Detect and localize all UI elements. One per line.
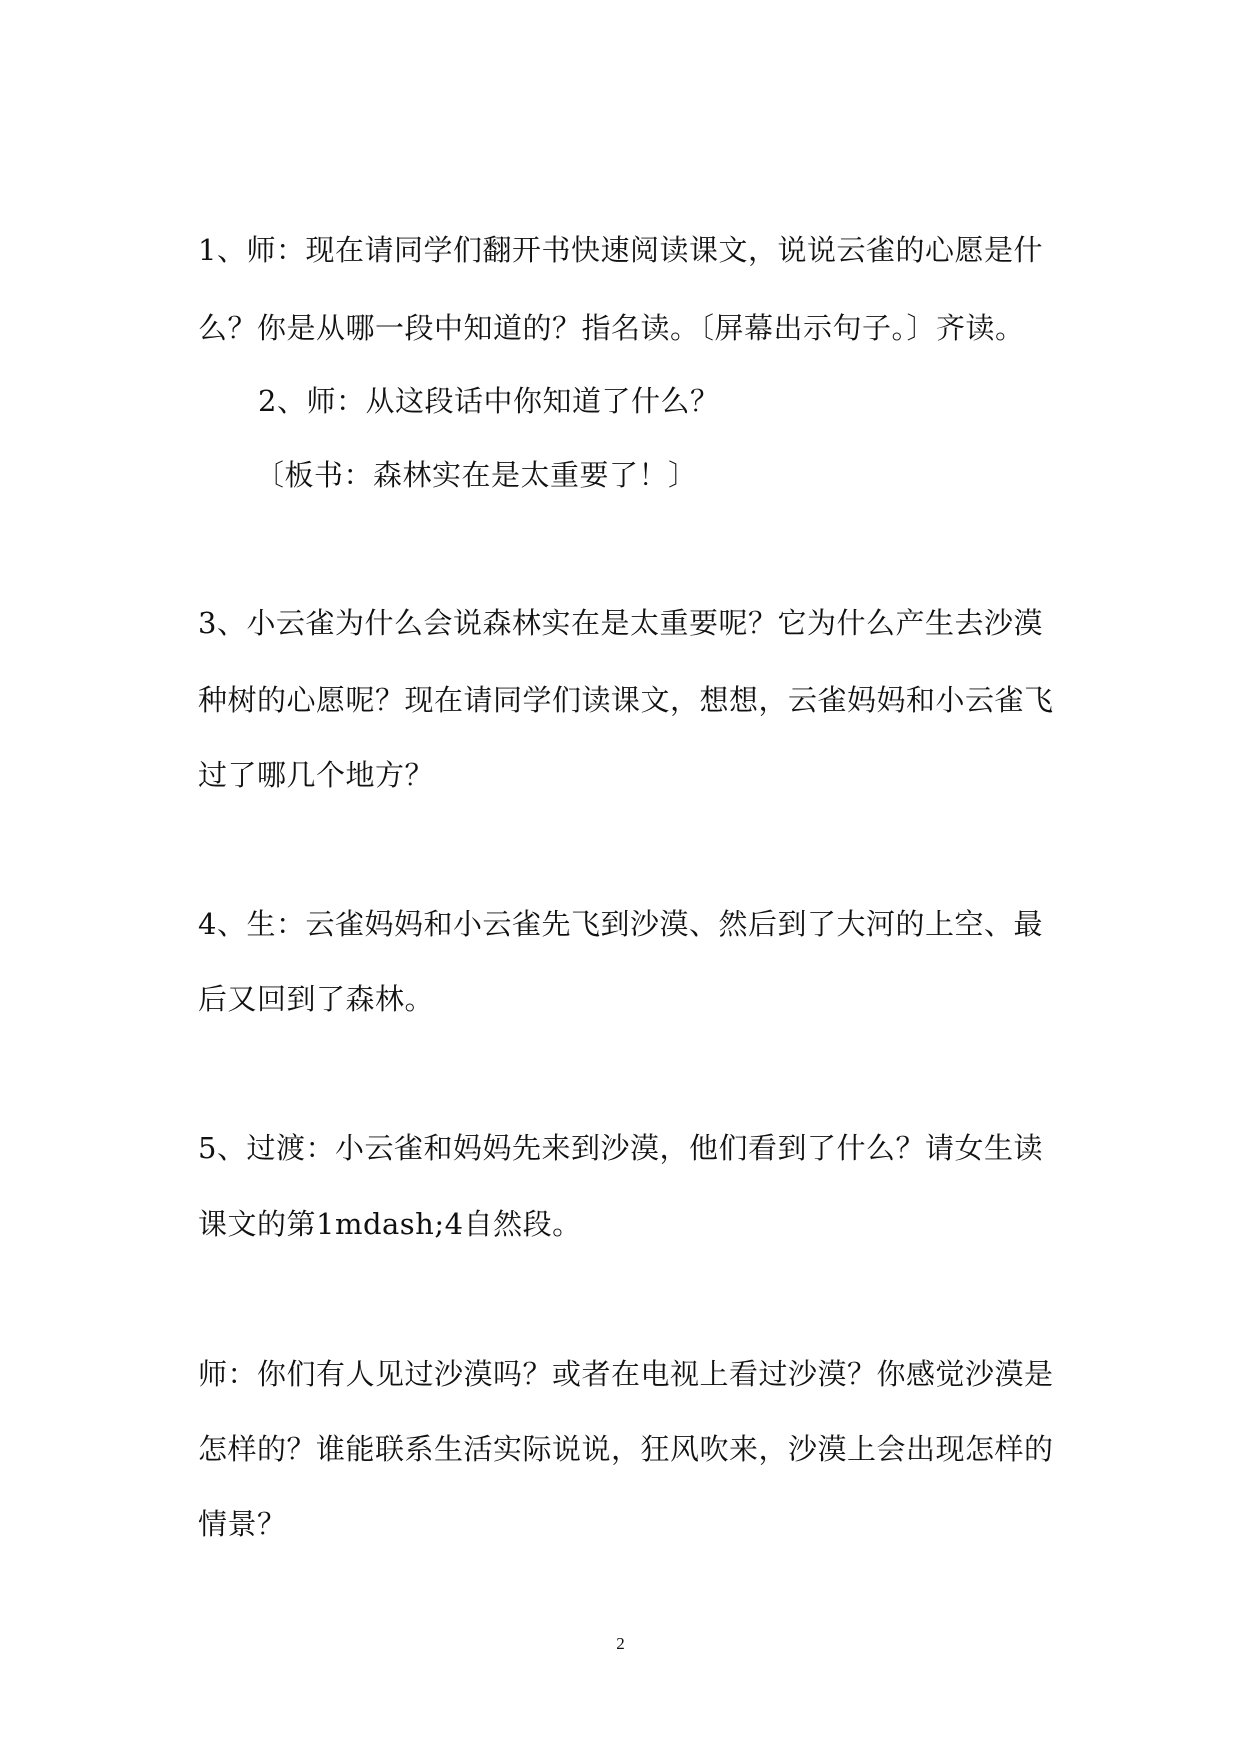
paragraph-6-line-1: 师：你们有人见过沙漠吗？或者在电视上看过沙漠？你感觉沙漠是 (198, 1357, 1054, 1391)
paragraph-5-line-1: 5、过渡：小云雀和妈妈先来到沙漠，他们看到了什么？请女生读 (198, 1131, 1043, 1165)
paragraph-2-line-1: 2、师：从这段话中你知道了什么？ (258, 384, 720, 418)
blackboard-note: 〔板书：森林实在是太重要了！〕 (255, 458, 698, 492)
paragraph-1-line-1: 1、师：现在请同学们翻开书快速阅读课文，说说云雀的心愿是什 (198, 233, 1043, 267)
paragraph-3-line-1: 3、小云雀为什么会说森林实在是太重要呢？它为什么产生去沙漠 (198, 606, 1043, 640)
paragraph-6-line-2: 怎样的？谁能联系生活实际说说，狂风吹来，沙漠上会出现怎样的 (198, 1432, 1054, 1466)
page-number: 2 (616, 1634, 625, 1653)
paragraph-1-line-2: 么？你是从哪一段中知道的？指名读。〔屏幕出示句子。〕齐读。 (198, 311, 1025, 345)
paragraph-4-line-2: 后又回到了森林。 (198, 982, 435, 1016)
paragraph-3-line-2: 种树的心愿呢？现在请同学们读课文，想想，云雀妈妈和小云雀飞 (198, 683, 1054, 717)
paragraph-4-line-1: 4、生：云雀妈妈和小云雀先飞到沙漠、然后到了大河的上空、最 (198, 907, 1043, 941)
paragraph-3-line-3: 过了哪几个地方？ (198, 758, 435, 792)
paragraph-6-line-3: 情景？ (198, 1507, 287, 1541)
paragraph-5-line-2: 课文的第1mdash;4自然段。 (198, 1207, 582, 1241)
